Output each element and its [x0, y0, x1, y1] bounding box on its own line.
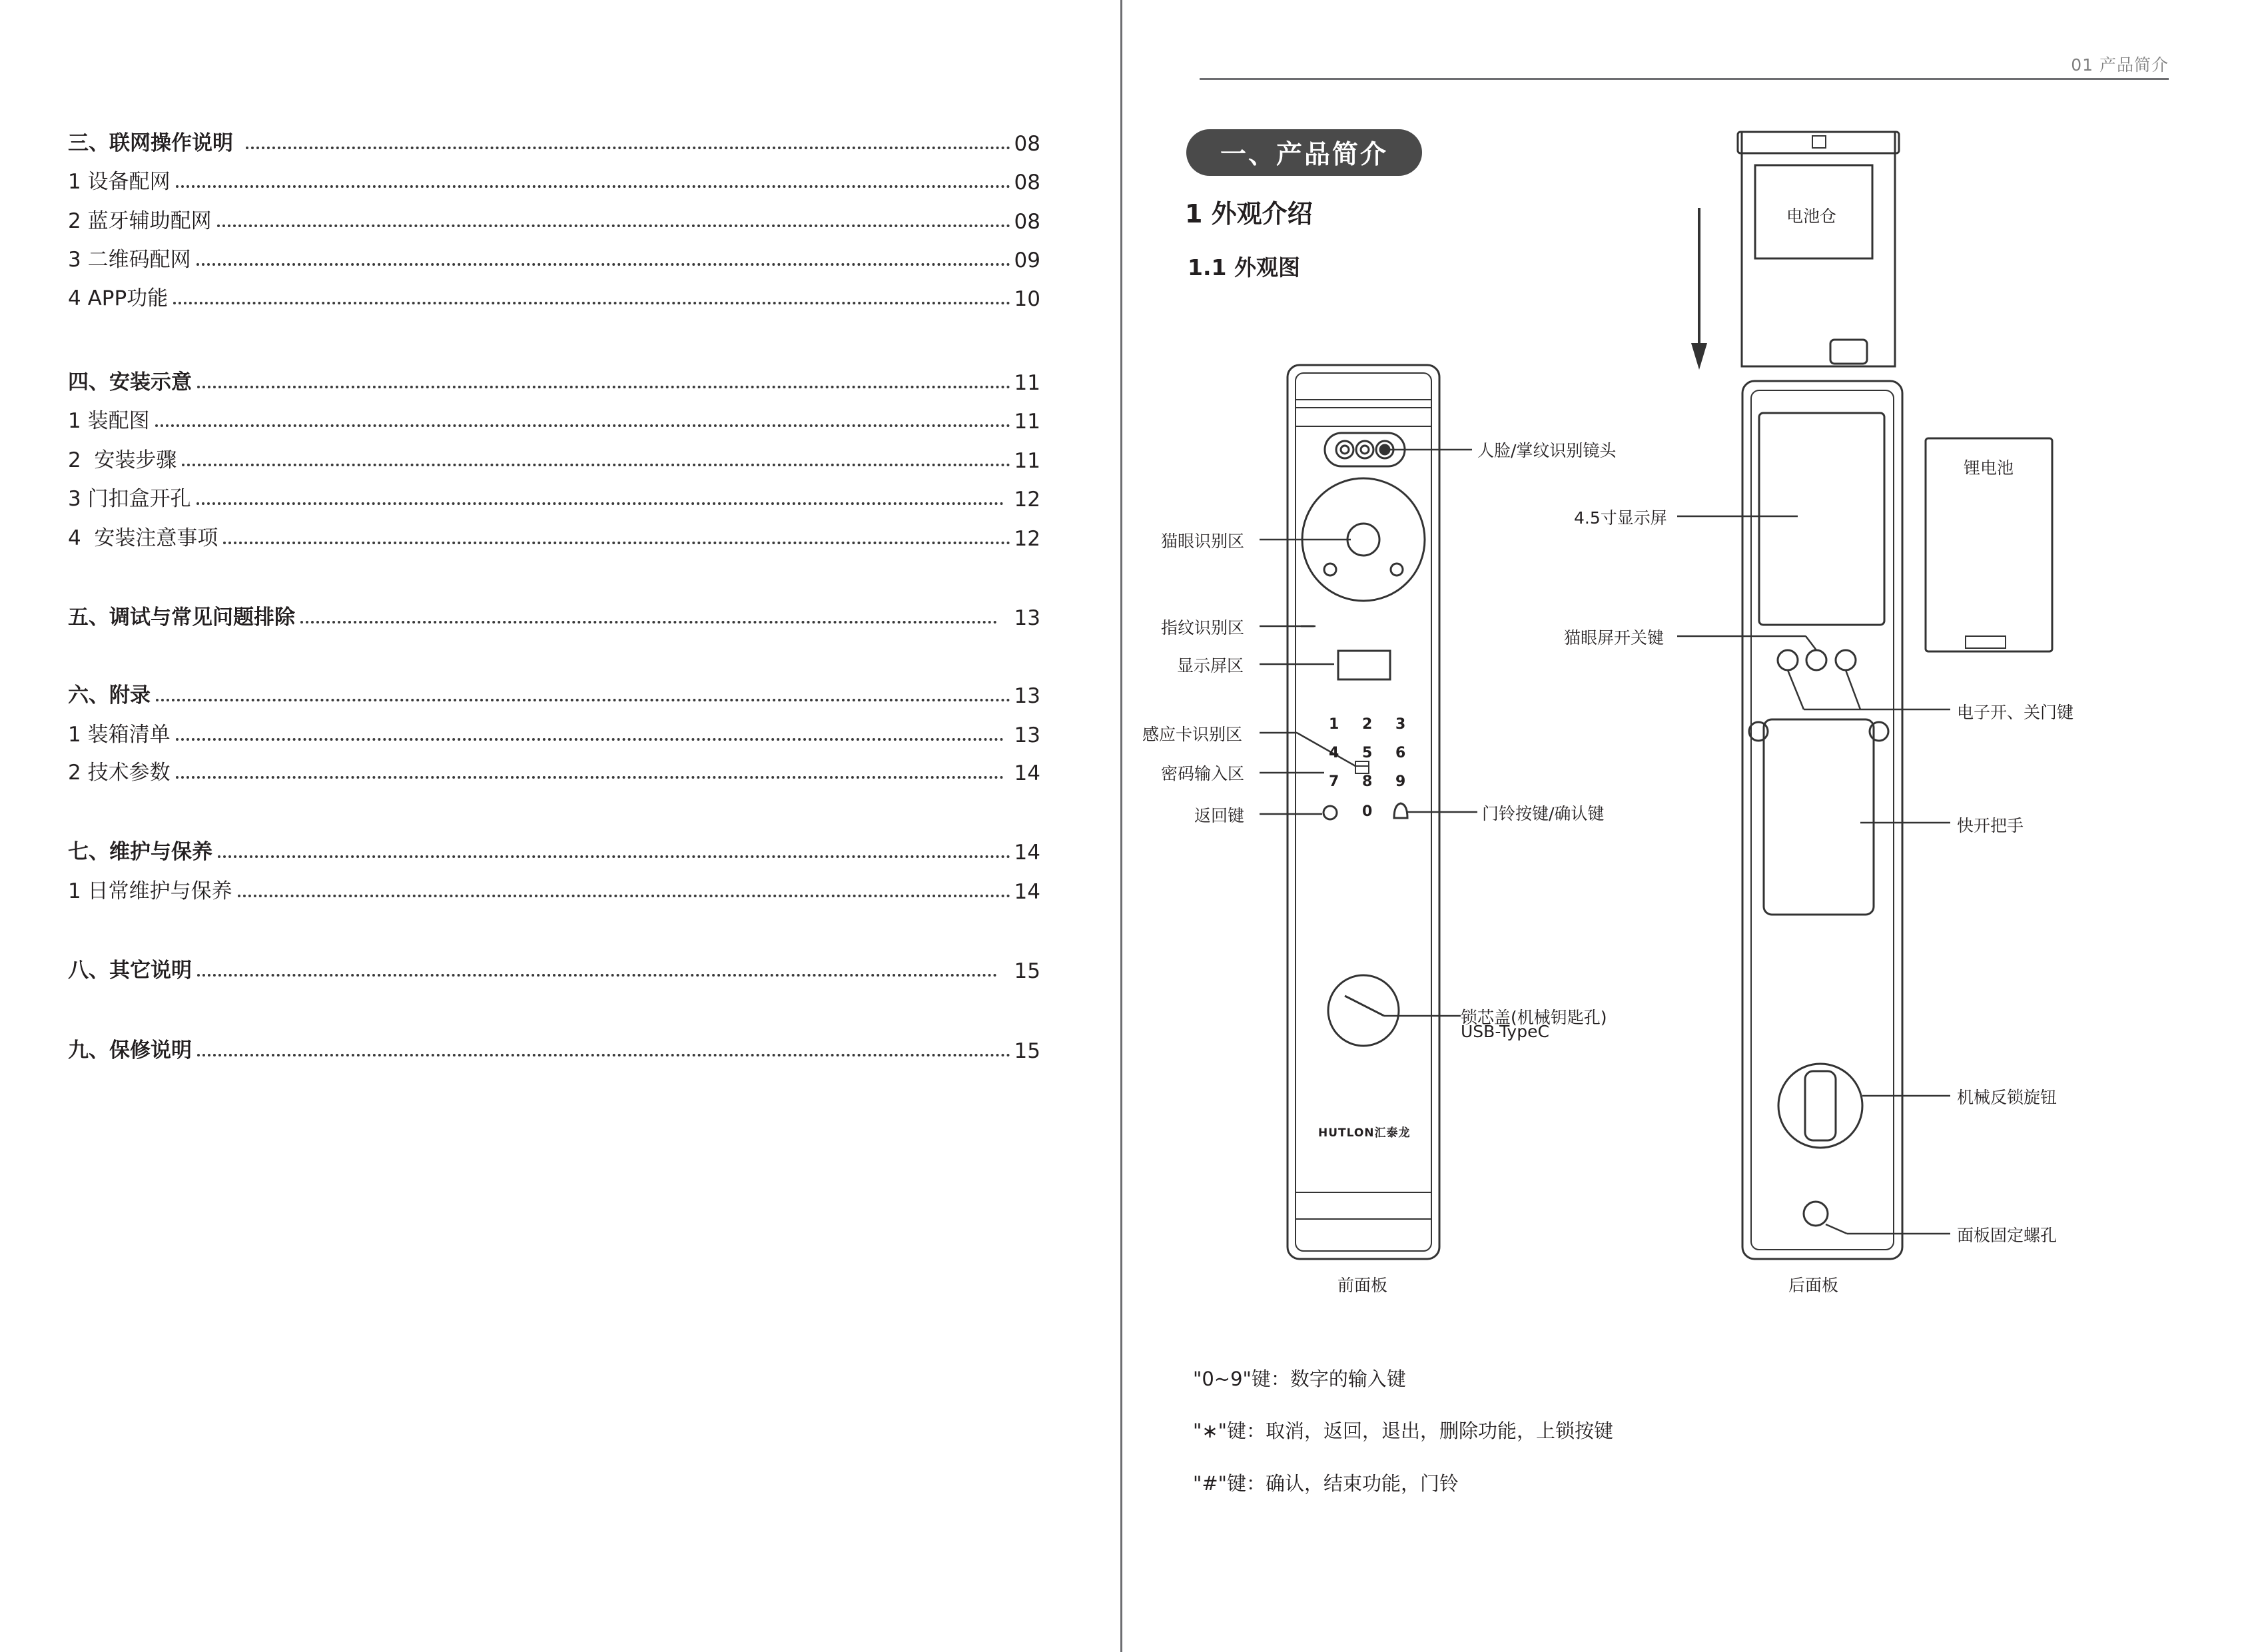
toc-entry-page: 11: [1014, 371, 1040, 395]
toc-entry-title: 六、附录: [68, 683, 151, 707]
toc-entry: [68, 597, 1040, 630]
toc-entry-title: 4 安装注意事项: [68, 526, 218, 550]
label-card: 感应卡识别区: [1142, 725, 1243, 744]
lock-cover: [1328, 975, 1399, 1046]
toc-entry-page: 15: [1000, 959, 1040, 983]
toc-entry-title: 五、调试与常见问题排除: [68, 606, 295, 629]
label-doorbell: 门铃按键/确认键: [1482, 804, 1605, 823]
toc-entry-page: 08: [1014, 171, 1040, 195]
toc-entry: [68, 278, 1040, 311]
toc-entry-title: 2 蓝牙辅助配网: [68, 209, 212, 233]
toc-entry: [68, 239, 1040, 272]
toc-entry: [68, 478, 1040, 512]
label-battery-bay: 电池仓: [1786, 206, 1837, 226]
back-screen: [1759, 413, 1884, 625]
screw-hole: [1804, 1202, 1828, 1226]
toc-entry-title: 3 门扣盒开孔: [68, 487, 191, 511]
toc-leader-dots: [182, 464, 1010, 466]
toc-entry: [68, 123, 1040, 156]
toc-entry: [68, 675, 1040, 708]
section-pill: 一、产品简介: [1186, 129, 1422, 176]
label-back-key: 返回键: [1194, 806, 1245, 825]
caption-front: 前面板: [1337, 1276, 1388, 1295]
toc-entry-title: 三、联网操作说明: [68, 131, 240, 155]
toc-leader-dots: [223, 542, 1010, 544]
toc-entry-page: 13: [1014, 684, 1040, 708]
peephole-lens: [1347, 524, 1379, 556]
toc-entry: [68, 831, 1040, 865]
toc-entry: [68, 950, 1040, 983]
toc-entry: [68, 518, 1040, 551]
label-screen: 4.5寸显示屏: [1574, 508, 1667, 528]
keypad-digit: 7: [1329, 773, 1339, 790]
note-hash: "#"键：确认，结束功能，门铃: [1193, 1472, 1459, 1495]
toc-entry-title: 1 装配图: [68, 409, 150, 433]
toc-entry: [68, 440, 1040, 473]
label-peephole: 猫眼识别区: [1161, 532, 1245, 551]
toc-leader-dots: [176, 185, 1010, 188]
toc-leader-dots: [217, 224, 1010, 227]
toc-leader-dots: [238, 895, 1010, 897]
toc-leader-dots: [173, 302, 1010, 304]
label-screw: 面板固定螺孔: [1957, 1226, 2057, 1245]
back-panel-outline: [1742, 381, 1902, 1259]
toc-leader-dots: [218, 855, 1010, 858]
label-lens: 人脸/掌纹识别镜头: [1477, 441, 1617, 460]
toc-entry: [68, 362, 1040, 395]
keypad-digit: 6: [1395, 745, 1406, 761]
toc-leader-dots: [197, 1054, 1010, 1056]
toc-entry: [68, 871, 1040, 904]
toc-leader-dots: [246, 147, 1010, 149]
toc-entry-page: 14: [1007, 761, 1040, 785]
toc-entry-page: 08: [1014, 210, 1040, 234]
toc-entry: [68, 714, 1040, 747]
toc-entry-page: 15: [1014, 1039, 1040, 1063]
toc-entry-title: 2 安装步骤: [68, 448, 177, 472]
toc-entry-page: 10: [1014, 287, 1040, 311]
product-intro-page: [1121, 0, 2242, 1652]
toc-leader-dots: [196, 263, 1010, 266]
toc-entry: [68, 1030, 1040, 1063]
keypad-digit: 5: [1362, 745, 1373, 761]
toc-entry: [68, 201, 1040, 234]
label-knob: 机械反锁旋钮: [1957, 1088, 2057, 1107]
toc-leader-dots: [300, 621, 997, 623]
keypad-digit: 1: [1329, 716, 1339, 733]
heading-appearance-drawing: 1.1 外观图: [1188, 254, 1300, 280]
label-peephole-switch: 猫眼屏开关键: [1564, 628, 1665, 647]
toc-leader-dots: [155, 424, 1010, 427]
small-display: [1338, 651, 1390, 679]
toc-leader-dots: [196, 502, 1004, 505]
keypad-digit: 2: [1362, 716, 1373, 733]
toc-leader-dots: [176, 738, 1004, 741]
toc-entry: [68, 752, 1040, 785]
keypad-digit: 9: [1395, 773, 1406, 790]
toc-entry-title: 1 日常维护与保养: [68, 879, 232, 903]
toc-entry-page: 12: [1007, 488, 1040, 512]
label-e-switch: 电子开、关门键: [1957, 703, 2074, 722]
quick-handle: [1764, 719, 1874, 915]
lock-diagram: [1121, 0, 2242, 1652]
running-header: 01 产品简介: [2071, 55, 2169, 75]
caption-back: 后面板: [1788, 1276, 1839, 1295]
toc-entry-title: 3 二维码配网: [68, 248, 191, 272]
toc-entry-page: 11: [1014, 449, 1040, 473]
keypad-digit: 3: [1395, 716, 1406, 733]
keypad-digit: 4: [1329, 745, 1339, 761]
toc-leader-dots: [176, 776, 1004, 779]
toc-leader-dots: [197, 386, 1010, 388]
toc-entry-title: 4 APP功能: [68, 286, 169, 310]
label-password: 密码输入区: [1161, 764, 1245, 783]
toc-entry-page: 09: [1014, 248, 1040, 272]
toc-entry: [68, 400, 1040, 434]
toc-entry-title: 1 装箱清单: [68, 723, 171, 747]
label-li-battery: 锂电池: [1964, 458, 2014, 478]
heading-appearance: 1 外观介绍: [1185, 199, 1313, 228]
label-display: 显示屏区: [1177, 656, 1244, 675]
toc-entry-title: 九、保修说明: [68, 1038, 192, 1062]
label-lock-cover: 锁芯盖(机械钥匙孔): [1461, 1008, 1607, 1027]
toc-entry-page: 14: [1014, 880, 1040, 904]
toc-entry-page: 08: [1014, 132, 1040, 156]
toc-entry-title: 四、安装示意: [68, 370, 192, 394]
note-digits: "0~9"键：数字的输入键: [1193, 1368, 1406, 1390]
battery-bay: [1738, 132, 1899, 366]
note-star: "∗"键：取消，返回，退出，删除功能，上锁按键: [1193, 1420, 1613, 1442]
toc-entry-page: 14: [1014, 841, 1040, 865]
doorbell-icon: [1394, 803, 1407, 818]
toc-leader-dots: [197, 974, 997, 977]
keypad-digit: 0: [1362, 803, 1373, 820]
toc-entry-title: 八、其它说明: [68, 959, 192, 983]
toc-entry-title: 1 设备配网: [68, 170, 171, 194]
toc-entry-title: 2 技术参数: [68, 761, 171, 785]
thumbturn-knob: [1778, 1064, 1862, 1148]
toc-entry-page: 12: [1014, 527, 1040, 551]
toc-leader-dots: [156, 699, 1010, 701]
brand-logo: HUTLON汇泰龙: [1318, 1126, 1411, 1140]
toc-entry-page: 11: [1014, 410, 1040, 434]
label-fingerprint: 指纹识别区: [1161, 618, 1245, 637]
label-usb: USB-TypeC: [1461, 1022, 1549, 1041]
toc-entry-title: 七、维护与保养: [68, 840, 212, 864]
toc-entry-page: 13: [1007, 723, 1040, 747]
label-handle: 快开把手: [1957, 816, 2024, 835]
keypad-digit: 8: [1362, 773, 1373, 790]
leader-lines: [1260, 450, 1950, 1234]
toc-entry: [68, 161, 1040, 195]
back-key-icon: [1323, 806, 1337, 819]
toc-entry-page: 13: [1000, 606, 1040, 630]
insert-arrow: [1691, 208, 1707, 370]
